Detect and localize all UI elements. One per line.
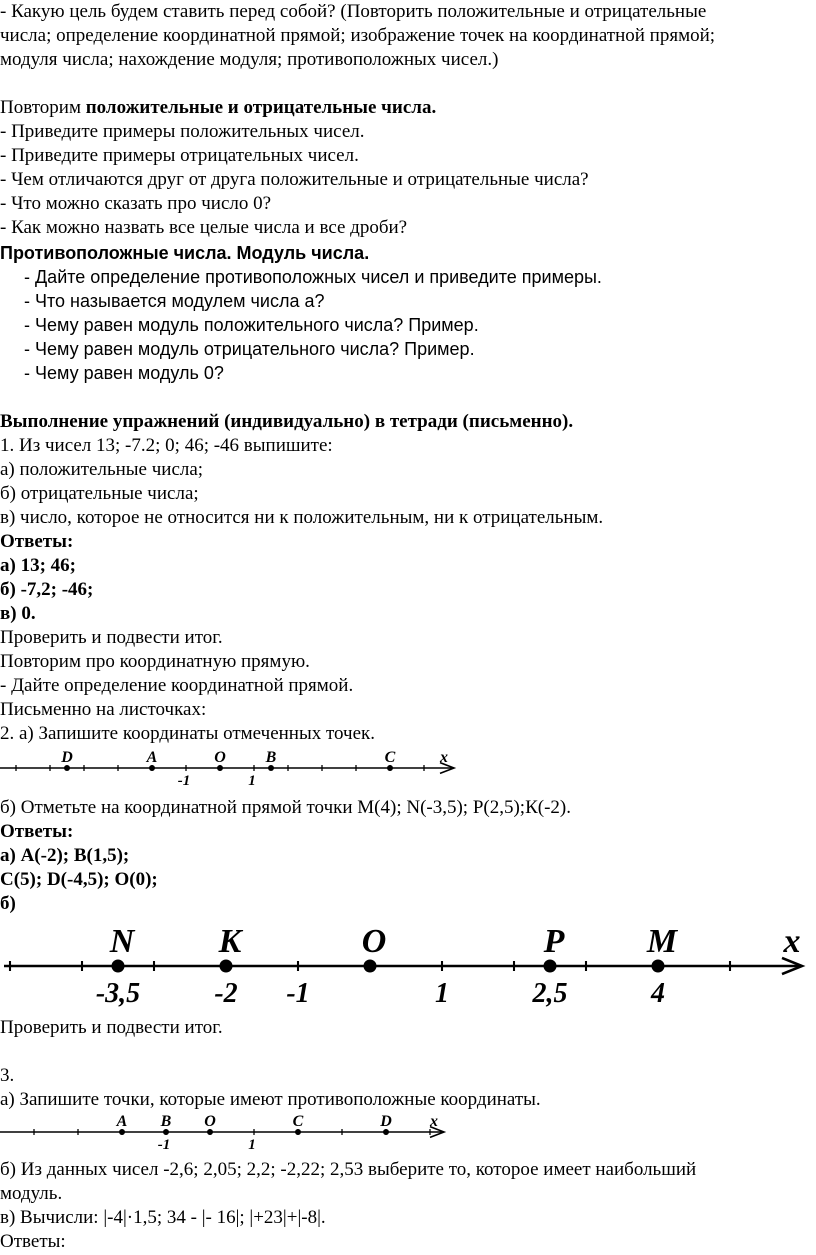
answer2-c: С(5); D(-4,5); О(0); bbox=[0, 869, 158, 890]
point-label: D bbox=[61, 749, 73, 766]
task1-text: 1. Из чисел 13; -7.2; 0; 46; -46 выпишите: bbox=[0, 435, 333, 456]
intro-line-2: числа; определение координатной прямой; изображение точек на координатной прямой; bbox=[0, 25, 716, 46]
tick-label: -1 bbox=[157, 1137, 171, 1153]
exercises-title: Выполнение упражнений (индивидуально) в тетради (письменно). bbox=[0, 411, 574, 432]
tick-label: -1 bbox=[286, 978, 310, 1009]
check-line: Проверить и подвести итог. bbox=[0, 627, 223, 648]
task3-b-line-1: б) Из данных чисел -2,6; 2,05; 2,2; -2,22; 2,53 выберите то, которое имеет наибольший bbox=[0, 1159, 697, 1180]
point-marker bbox=[544, 960, 557, 973]
tick-label: 1 bbox=[435, 978, 449, 1009]
point-label: C bbox=[384, 749, 396, 766]
task3-number: 3. bbox=[0, 1065, 15, 1086]
opposite-title: Противоположные числа. Модуль числа. bbox=[0, 243, 370, 263]
repeat-title: положительные и отрицательные числа. bbox=[85, 97, 437, 118]
repeat-item: - Приведите примеры положительных чисел. bbox=[0, 121, 365, 142]
repeat-item: - Чем отличаются друг от друга положительные и отрицательные числа? bbox=[0, 169, 589, 190]
point-marker bbox=[652, 960, 665, 973]
point-marker bbox=[112, 960, 125, 973]
task3-b-line-2: модуль. bbox=[0, 1183, 63, 1204]
intro-line-1: - Какую цель будем ставить перед собой? (Повторить положительные и отрицательные bbox=[0, 1, 707, 22]
opposite-item: - Чему равен модуль 0? bbox=[24, 363, 224, 383]
task1-b: б) отрицательные числа; bbox=[0, 483, 199, 504]
point-label: M bbox=[646, 923, 678, 960]
tick-label: 4 bbox=[651, 978, 665, 1009]
number-line-3 bbox=[0, 1112, 460, 1156]
axis-label: x bbox=[430, 1113, 438, 1130]
repeat-item: - Как можно назвать все целые числа и все дроби? bbox=[0, 217, 408, 238]
point-label: O bbox=[361, 923, 387, 960]
answer-c: в) 0. bbox=[0, 603, 36, 624]
point-label: B bbox=[160, 1113, 172, 1130]
point-label: A bbox=[116, 1113, 128, 1130]
point-label: D bbox=[380, 1113, 392, 1130]
task1-a: а) положительные числа; bbox=[0, 459, 204, 480]
answers-label: Ответы: bbox=[0, 531, 74, 552]
point-label: A bbox=[146, 749, 158, 766]
number-line-2 bbox=[0, 922, 816, 1012]
answer2-b: б) bbox=[0, 893, 16, 914]
point-label: C bbox=[292, 1113, 304, 1130]
task1-c: в) число, которое не относится ни к положительным, ни к отрицательным. bbox=[0, 507, 604, 528]
point-label: N bbox=[109, 923, 135, 960]
point-label: K bbox=[218, 923, 242, 960]
define-coordinate-line: - Дайте определение координатной прямой. bbox=[0, 675, 354, 696]
opposite-item: - Что называется модулем числа а? bbox=[24, 291, 325, 311]
point-marker bbox=[220, 960, 233, 973]
point-marker bbox=[364, 960, 377, 973]
task3-a: а) Запишите точки, которые имеют противоположные координаты. bbox=[0, 1089, 541, 1110]
opposite-item: - Дайте определение противоположных чисел и приведите примеры. bbox=[24, 267, 602, 287]
opposite-item: - Чему равен модуль положительного числа? Пример. bbox=[24, 315, 479, 335]
repeat-item: - Приведите примеры отрицательных чисел. bbox=[0, 145, 359, 166]
tick-label: -1 bbox=[177, 773, 191, 789]
answer-b: б) -7,2; -46; bbox=[0, 579, 94, 600]
written-line: Письменно на листочках: bbox=[0, 699, 207, 720]
point-label: O bbox=[214, 749, 226, 766]
tick-label: 2,5 bbox=[532, 978, 568, 1009]
tick-label: 1 bbox=[248, 1137, 256, 1153]
tick-label: -3,5 bbox=[95, 978, 141, 1009]
task2-b: б) Отметьте на координатной прямой точки М(4); N(-3,5); P(2,5);К(-2). bbox=[0, 797, 571, 818]
point-label: P bbox=[543, 923, 565, 960]
repeat-item: - Что можно сказать про число 0? bbox=[0, 193, 272, 214]
repeat-coordinate-line: Повторим про координатную прямую. bbox=[0, 651, 310, 672]
tick-label: 1 bbox=[248, 773, 256, 789]
answer2-a: а) А(-2); В(1,5); bbox=[0, 845, 130, 866]
task3-c: в) Вычисли: |-4|·1,5; 34 - |- 16|; |+23|+|-8|. bbox=[0, 1207, 326, 1228]
repeat-prefix: Повторим bbox=[0, 97, 86, 118]
answers3-label: Ответы: bbox=[0, 1231, 66, 1252]
axis-label: x bbox=[783, 923, 801, 960]
check2-line: Проверить и подвести итог. bbox=[0, 1017, 223, 1038]
answers2-label: Ответы: bbox=[0, 821, 74, 842]
repeat-heading bbox=[0, 96, 436, 120]
axis-label: x bbox=[440, 749, 448, 766]
tick-label: -2 bbox=[214, 978, 238, 1009]
answer-a: а) 13; 46; bbox=[0, 555, 76, 576]
point-label: B bbox=[265, 749, 277, 766]
task2-a: 2. а) Запишите координаты отмеченных точек. bbox=[0, 723, 376, 744]
point-label: O bbox=[204, 1113, 216, 1130]
number-line-1 bbox=[0, 748, 470, 792]
opposite-item: - Чему равен модуль отрицательного числа? Пример. bbox=[24, 339, 475, 359]
intro-line-3: модуля числа; нахождение модуля; противоположных чисел.) bbox=[0, 49, 499, 70]
